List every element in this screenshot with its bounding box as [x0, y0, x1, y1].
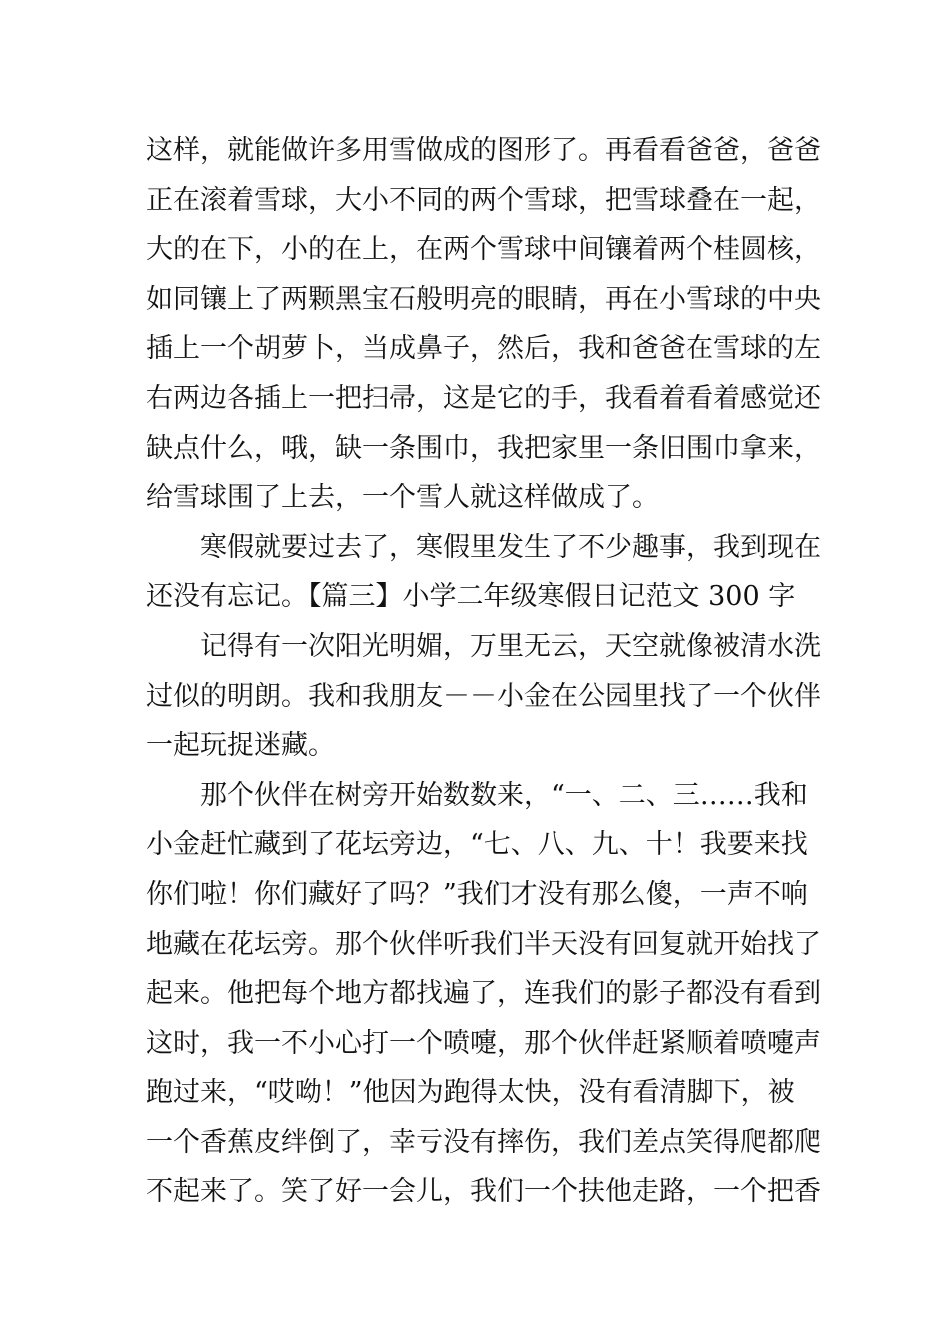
text-line: 正在滚着雪球，大小不同的两个雪球，把雪球叠在一起， — [146, 184, 821, 216]
paragraph-start-line: 寒假就要过去了，寒假里发生了不少趣事，我到现在 — [200, 531, 821, 563]
text-line: 缺点什么，哦，缺一条围巾，我把家里一条旧围巾拿来， — [146, 432, 821, 464]
text-line: 右两边各插上一把扫帚，这是它的手，我看着看着感觉还 — [146, 382, 821, 414]
text-line: 插上一个胡萝卜，当成鼻子，然后，我和爸爸在雪球的左 — [146, 333, 821, 365]
text-line: 你们啦！你们藏好了吗？”我们才没有那么傻，一声不响 — [146, 878, 808, 910]
text-line: 给雪球围了上去，一个雪人就这样做成了。 — [146, 482, 659, 514]
text-line-with-section-heading: 还没有忘记。【篇三】小学二年级寒假日记范文 300 字 — [146, 581, 796, 613]
text-line: 过似的明朗。我和我朋友－－小金在公园里找了一个伙伴 — [146, 680, 821, 712]
text-line: 大的在下，小的在上，在两个雪球中间镶着两个桂圆核， — [146, 234, 821, 266]
text-line: 跑过来，“哎呦！”他因为跑得太快，没有看清脚下，被 — [146, 1077, 795, 1109]
text-line: 如同镶上了两颗黑宝石般明亮的眼睛，再在小雪球的中央 — [146, 283, 821, 315]
text-line: 这样，就能做许多用雪做成的图形了。再看看爸爸，爸爸 — [146, 135, 821, 166]
paragraph-start-line: 那个伙伴在树旁开始数数来，“一、二、三……我和 — [200, 779, 808, 811]
text-line: 这时，我一不小心打一个喷嚏，那个伙伴赶紧顺着喷嚏声 — [146, 1027, 821, 1059]
text-line: 一起玩捉迷藏。 — [146, 730, 335, 762]
text-line: 一个香蕉皮绊倒了，幸亏没有摔伤，我们差点笑得爬都爬 — [146, 1126, 821, 1158]
paragraph-start-line: 记得有一次阳光明媚，万里无云，天空就像被清水洗 — [200, 630, 821, 662]
text-line: 地藏在花坛旁。那个伙伴听我们半天没有回复就开始找了 — [146, 928, 821, 960]
text-line: 小金赶忙藏到了花坛旁边，“七、八、九、十！我要来找 — [146, 829, 808, 861]
article-text — [146, 126, 821, 1217]
text-line: 起来。他把每个地方都找遍了，连我们的影子都没有看到 — [146, 978, 821, 1010]
text-line: 不起来了。笑了好一会儿，我们一个扶他走路，一个把香 — [146, 1176, 821, 1208]
